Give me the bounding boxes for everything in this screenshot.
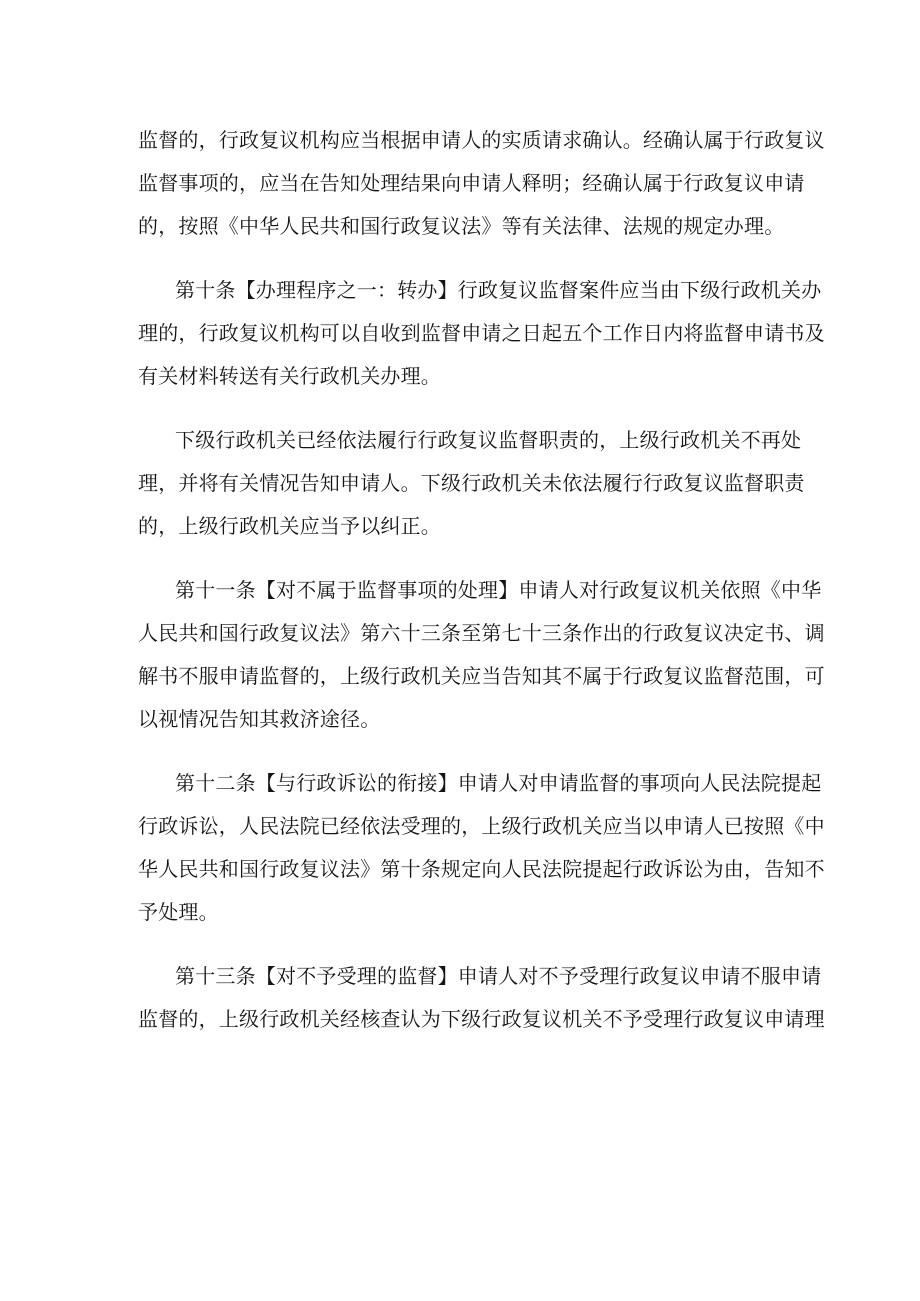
paragraph-article-11: [138, 569, 825, 741]
text-line: 有关材料转送有关行政机关办理。: [138, 364, 441, 388]
text-line: 予处理。: [138, 900, 219, 924]
paragraph-article-12: [138, 762, 825, 934]
text-line: 第十三条【对不予受理的监督】申请人对不予受理行政复议申请不服申请: [175, 964, 822, 988]
text-line: 监督事项的，应当在告知处理结果向申请人释明；经确认属于行政复议申请: [138, 171, 805, 195]
text-line: 华人民共和国行政复议法》第十条规定向人民法院提起行政诉讼为由，告知不: [138, 857, 825, 881]
text-line: 第十条【办理程序之一：转办】行政复议监督案件应当由下级行政机关办: [175, 278, 822, 302]
text-line: 下级行政机关已经依法履行行政复议监督职责的，上级行政机关不再处: [175, 428, 802, 452]
text-line: 理，并将有关情况告知申请人。下级行政机关未依法履行行政复议监督职责: [138, 471, 805, 495]
text-line: 解书不服申请监督的，上级行政机关应当告知其不属于行政复议监督范围，可: [138, 664, 825, 688]
text-line: 第十一条【对不属于监督事项的处理】申请人对行政复议机关依照《中华: [175, 578, 822, 602]
paragraph-article-10: [138, 269, 825, 398]
document-body: [138, 119, 825, 1062]
text-line: 以视情况告知其救济途径。: [138, 707, 381, 731]
text-line: 第十二条【与行政诉讼的衔接】申请人对申请监督的事项向人民法院提起: [175, 771, 822, 795]
text-line: 监督的，行政复议机构应当根据申请人的实质请求确认。经确认属于行政复议: [138, 128, 825, 152]
text-line: 行政诉讼，人民法院已经依法受理的，上级行政机关应当以申请人已按照《中: [138, 814, 825, 838]
paragraph-continuation: [138, 119, 825, 248]
paragraph-article-13: [138, 955, 825, 1041]
paragraph-article-10-clause-2: [138, 419, 805, 548]
text-line: 的，按照《中华人民共和国行政复议法》等有关法律、法规的规定办理。: [138, 214, 785, 238]
text-line: 理的，行政复议机构可以自收到监督申请之日起五个工作日内将监督申请书及: [138, 321, 825, 345]
text-line: 人民共和国行政复议法》第六十三条至第七十三条作出的行政复议决定书、调: [138, 621, 825, 645]
text-line: 监督的，上级行政机关经核查认为下级行政复议机关不予受理行政复议申请理: [138, 1007, 825, 1031]
text-line: 的，上级行政机关应当予以纠正。: [138, 514, 441, 538]
